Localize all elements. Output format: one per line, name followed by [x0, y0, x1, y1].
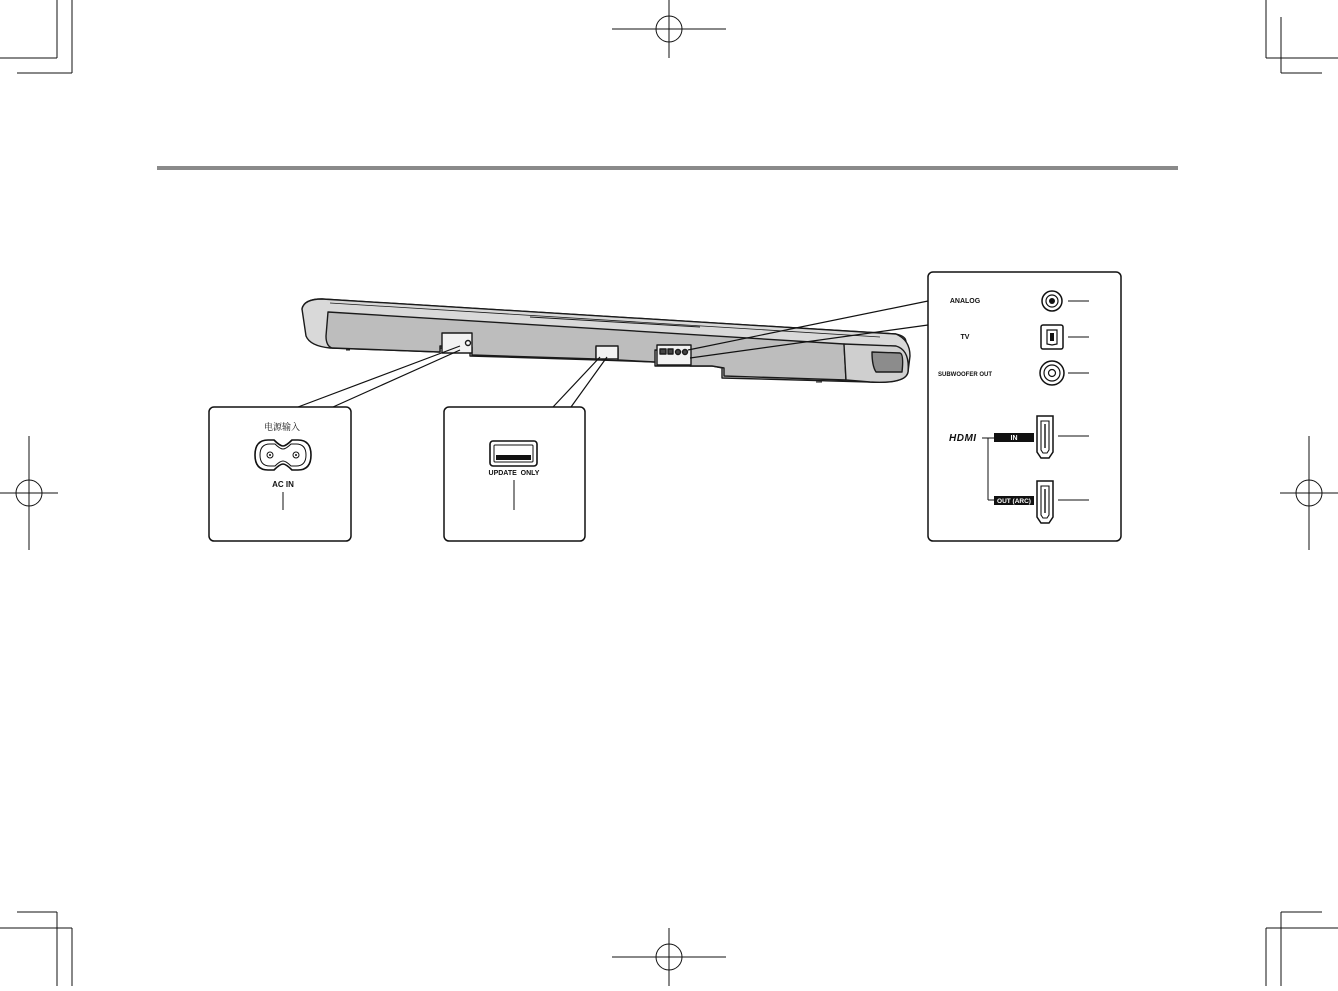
hdmi-out-label: OUT (ARC) — [997, 498, 1031, 505]
ac-in-label: AC IN — [272, 480, 294, 489]
usb-update-only-label: UPDATE ONLY — [488, 470, 540, 477]
io-panel — [928, 272, 1121, 541]
analog-label: ANALOG — [949, 298, 981, 305]
registration-target-top — [612, 0, 726, 58]
tv-label: TV — [960, 334, 970, 341]
registration-target-left — [0, 436, 58, 550]
ac-in-panel — [209, 407, 351, 541]
usb-panel — [444, 407, 585, 541]
hdmi-in-label: IN — [1010, 435, 1018, 442]
ac-in-label-cn: 电源输入 — [263, 423, 301, 433]
usb-port-icon — [490, 441, 537, 466]
registration-target-right — [1280, 436, 1338, 550]
hdmi-in-port-icon — [1037, 416, 1053, 458]
section-header-rule — [157, 166, 1178, 170]
hdmi-logo: HDMI — [949, 433, 977, 444]
subwoofer-out-label: SUBWOOFER OUT — [938, 372, 992, 378]
optical-port-icon — [1041, 325, 1063, 349]
hdmi-out-port-icon — [1037, 481, 1053, 523]
subwoofer-jack-icon — [1040, 361, 1064, 385]
analog-jack-icon — [1042, 291, 1062, 311]
registration-target-bottom — [612, 928, 726, 986]
